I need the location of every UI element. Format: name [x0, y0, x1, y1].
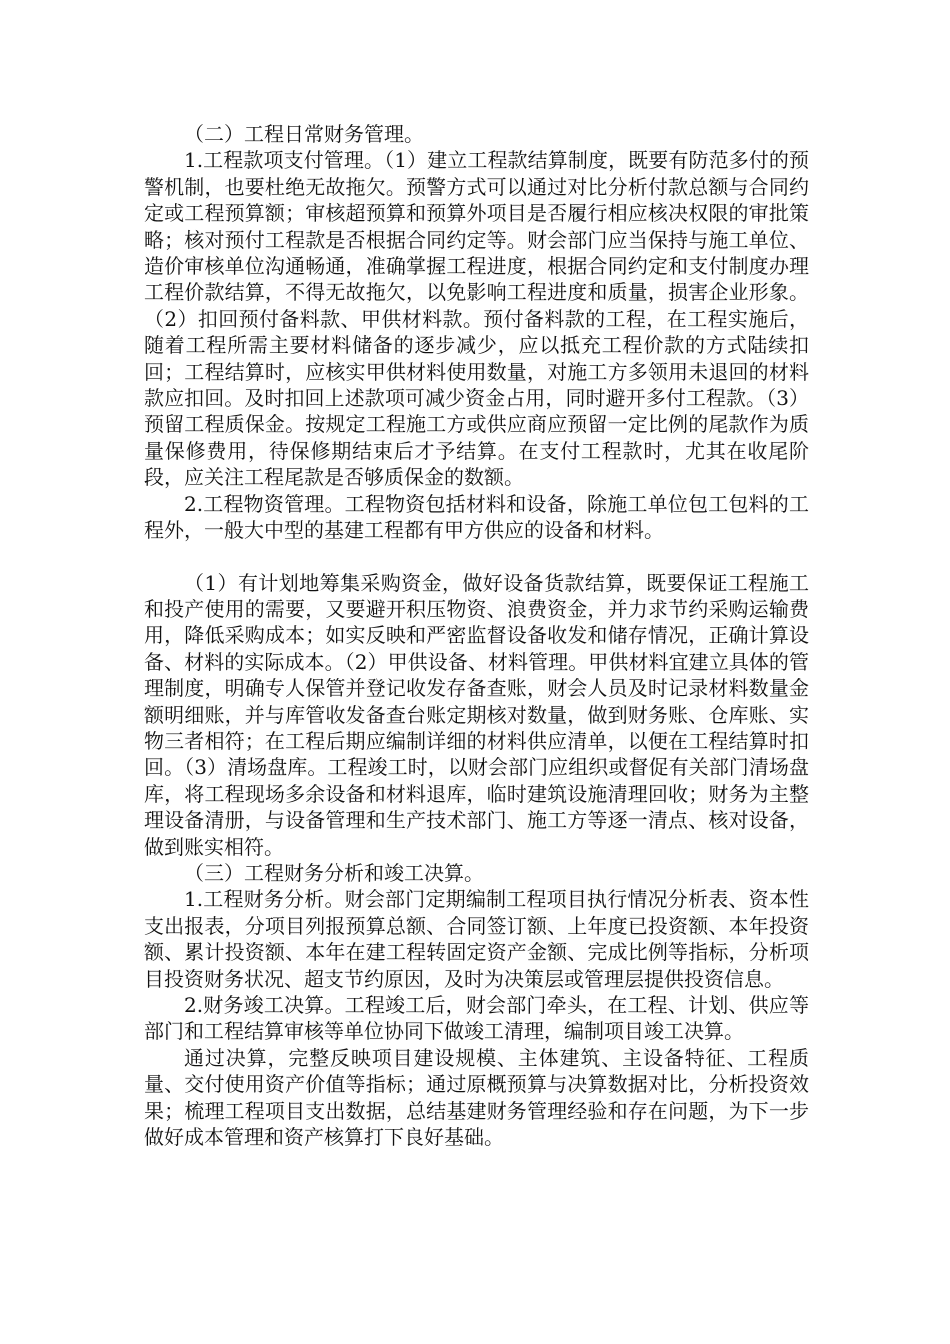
section-heading-analysis-settlement: （三）工程财务分析和竣工决算。: [184, 860, 484, 885]
paragraph-materials-management: 2.工程物资管理。工程物资包括材料和设备，除施工单位包工包料的工程外，一般大中型的基建工程都有甲方供应的设备和材料。: [144, 491, 809, 543]
paragraph-financial-analysis: 1.工程财务分析。财会部门定期编制工程项目执行情况分析表、资本性支出报表，分项目列报预算总额、合同签订额、上年度已投资额、本年投资额、累计投资额、本年在建工程转固定资产金额、完成比例等指标，分析项目投资财务状况、超支节约原因，及时为决策层或管理层提供投资信息。: [144, 887, 809, 991]
paragraph-procurement-details: （1）有计划地筹集采购资金，做好设备货款结算，既要保证工程施工和投产使用的需要，又要避开积压物资、浪费资金，并力求节约采购运输费用，降低采购成本；如实反映和严密监督设备收发和储存情况，正确计算设备、材料的实际成本。（2）甲供设备、材料管理。甲供材料宜建立具体的管理制度，明确专人保管并登记收发存备查账，财会人员及时记录材料数量金额明细账，并与库管收发备查台账定期核对数量，做到财务账、仓库账、实物三者相符；在工程后期应编制详细的材料供应清单，以便在工程结算时扣回。（3）清场盘库。工程竣工时，以财会部门应组织或督促有关部门清场盘库，将工程现场多余设备和材料退库，临时建筑设施清理回收；财务为主整理设备清册，与设备管理和生产技术部门、施工方等逐一清点、核对设备，做到账实相符。: [144, 570, 809, 859]
document-body: [144, 121, 809, 1150]
paragraph-settlement-summary: 通过决算，完整反映项目建设规模、主体建筑、主设备特征、工程质量、交付使用资产价值等指标；通过原概预算与决算数据对比，分析投资效果；梳理工程项目支出数据，总结基建财务管理经验和存在问题，为下一步做好成本管理和资产核算打下良好基础。: [144, 1045, 809, 1150]
paragraph-final-settlement: 2.财务竣工决算。工程竣工后，财会部门牵头，在工程、计划、供应等部门和工程结算审核等单位协同下做竣工清理，编制项目竣工决算。: [144, 993, 809, 1044]
paragraph-payment-management: 1.工程款项支付管理。（1）建立工程款结算制度，既要有防范多付的预警机制，也要杜绝无故拖欠。预警方式可以通过对比分析付款总额与合同约定或工程预算额；审核超预算和预算外项目是否履行相应核决权限的审批策略；核对预付工程款是否根据合同约定等。财会部门应当保持与施工单位、造价审核单位沟通畅通，准确掌握工程进度，根据合同约定和支付制度办理工程价款结算，不得无故拖欠，以免影响工程进度和质量，损害企业形象。（2）扣回预付备料款、甲供材料款。预付备料款的工程，在工程实施后，随着工程所需主要材料储备的逐步减少，应以抵充工程价款的方式陆续扣回；工程结算时，应核实甲供材料使用数量，对施工方多领用未退回的材料款应扣回。及时扣回上述款项可减少资金占用，同时避开多付工程款。（3）预留工程质保金。按规定工程施工方或供应商应预留一定比例的尾款作为质量保修费用，待保修期结束后才予结算。在支付工程款时，尤其在收尾阶段，应关注工程尾款是否够质保金的数额。: [144, 148, 809, 490]
section-heading-daily-finance: （二）工程日常财务管理。: [184, 122, 424, 146]
